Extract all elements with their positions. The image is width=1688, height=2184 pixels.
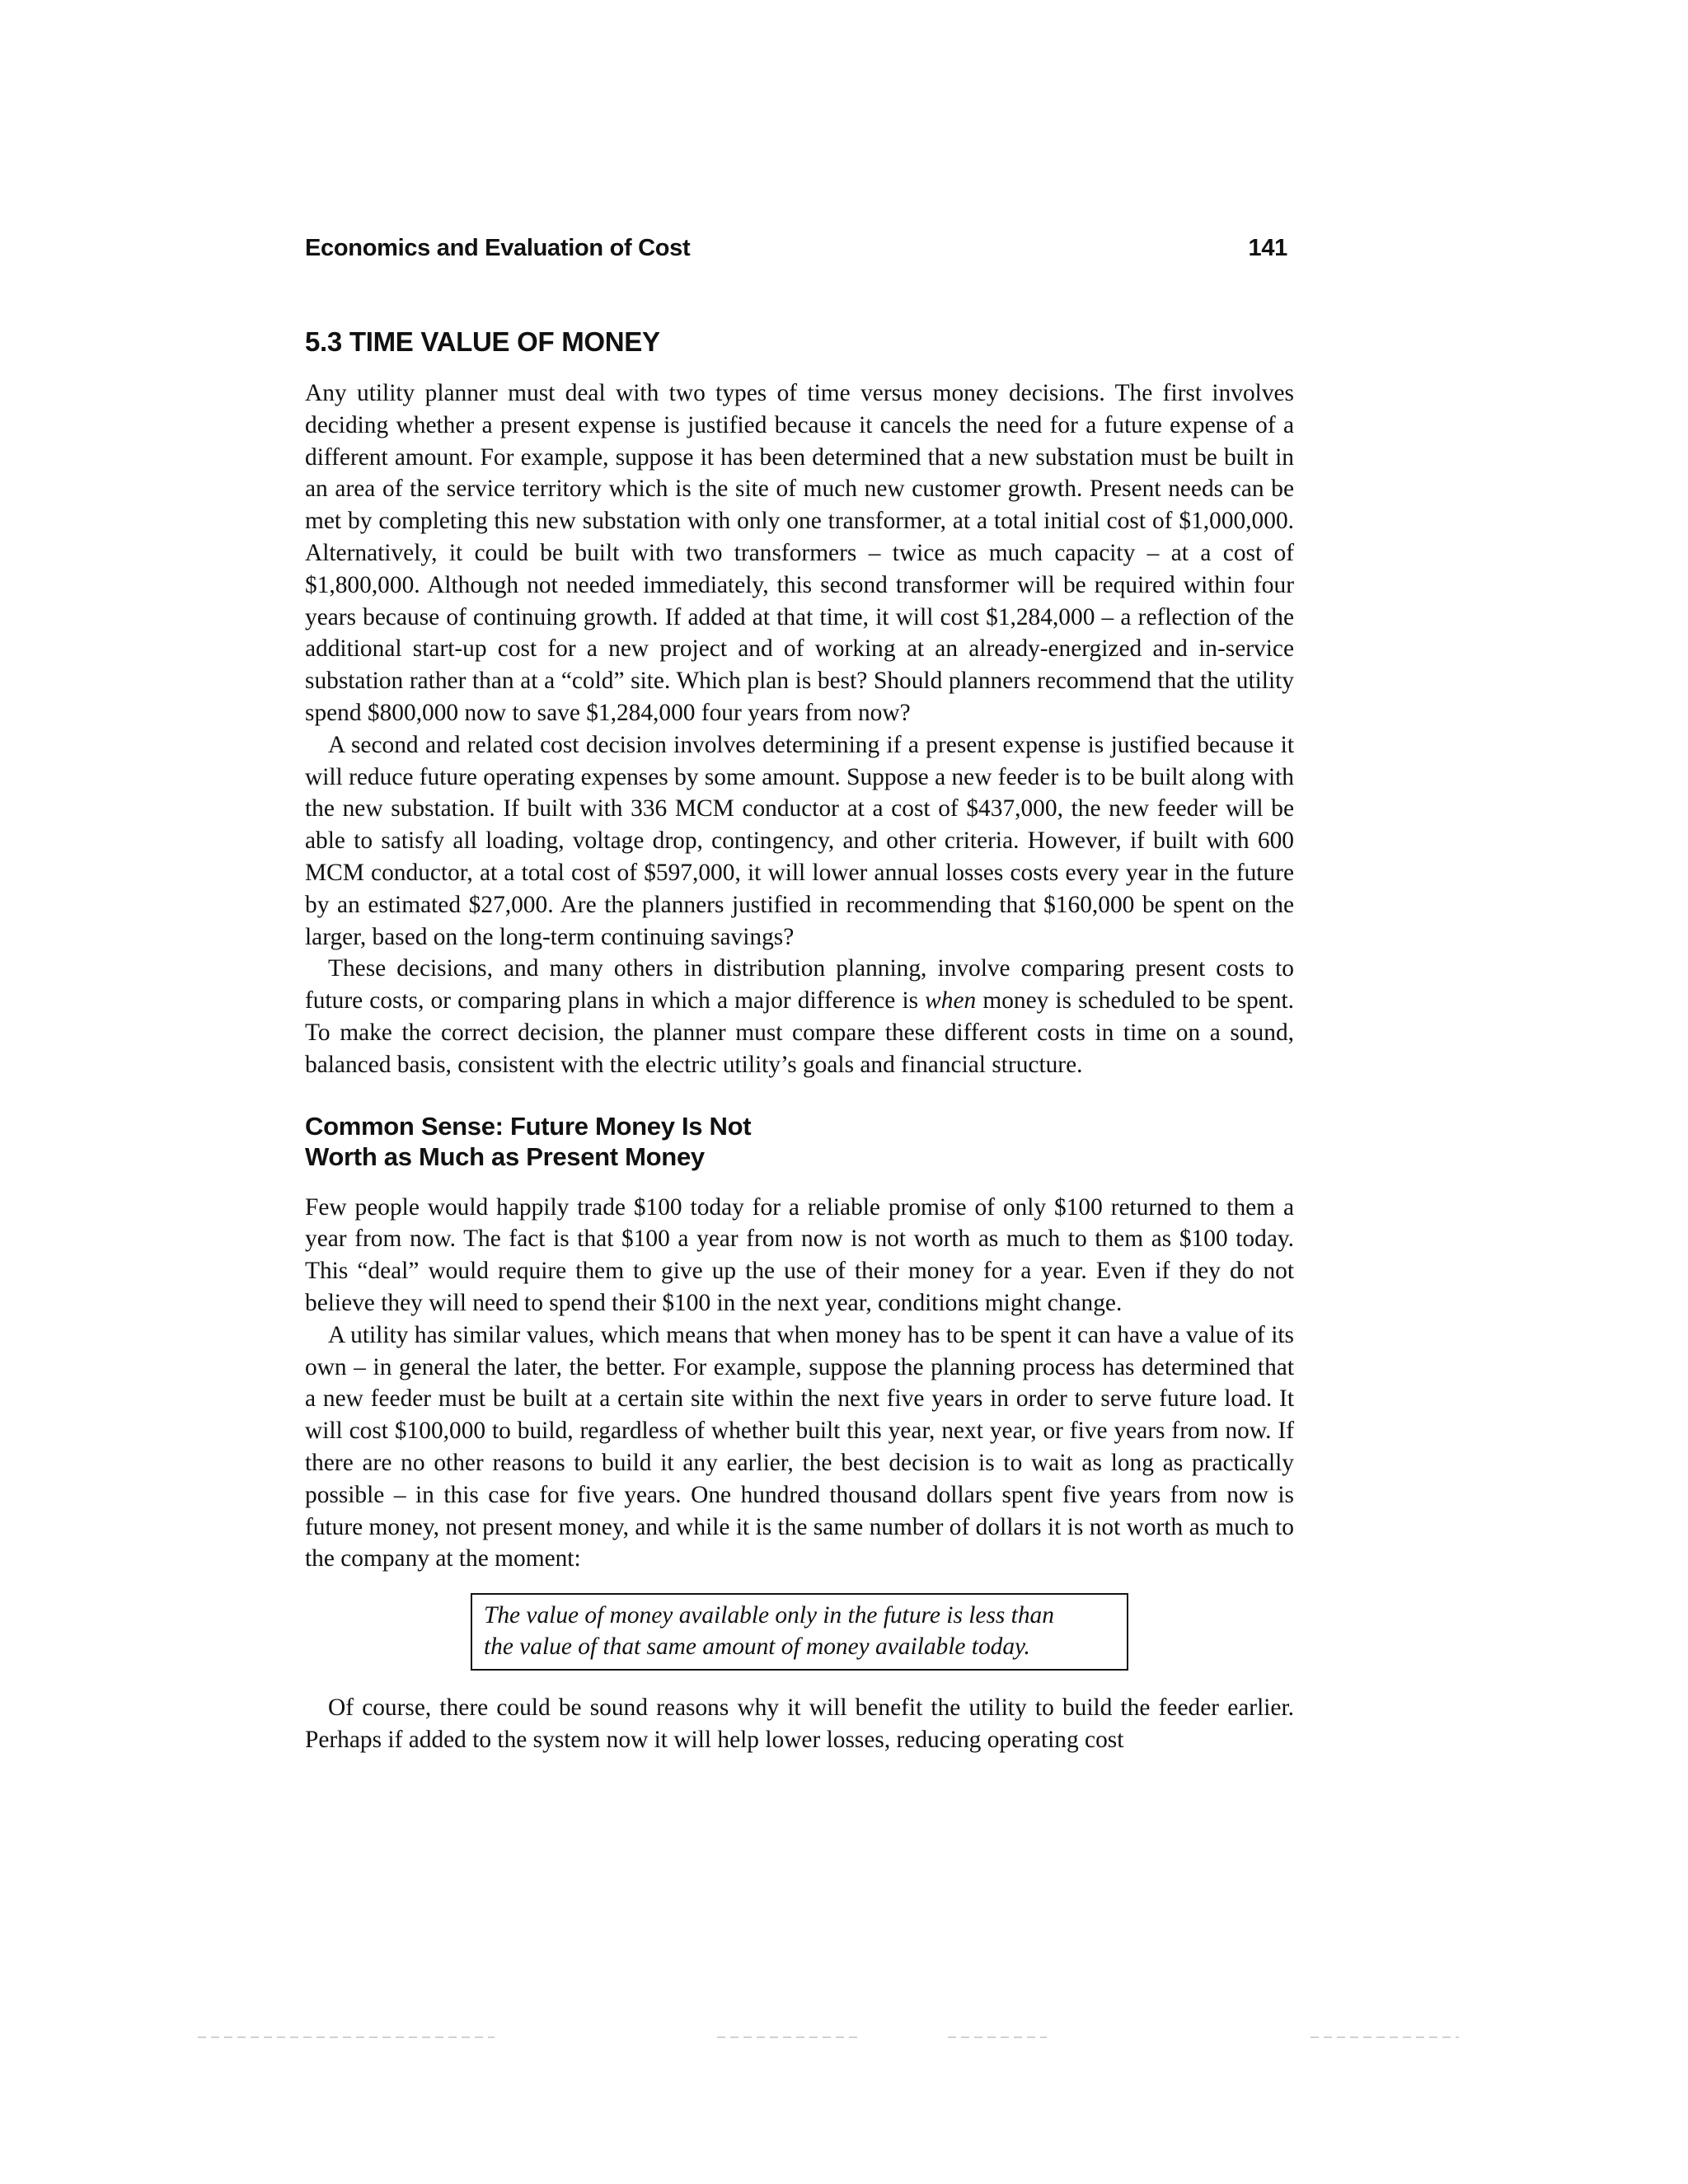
- running-header: [305, 235, 1294, 262]
- paragraph-3-part-1: These decisions, and many others in distribution planning, involve comparing present costs to future costs, or comparing plans in which a major difference is: [305, 955, 1294, 1015]
- page-number: 141: [1248, 235, 1287, 261]
- scan-artifact-line-2: [717, 2036, 857, 2038]
- body-paragraph-1: Any utility planner must deal with two types of time versus money decisions. The first involves deciding whether a present expense is justified because it cancels the need for a future expense of a different amount. For example, suppose it has been determined that a new substation must be built in an area of the service territory which is the site of much new customer growth. Present needs can be met by completing this new substation with only one transformer, at a total initial cost of $1,000,000. Alternatively, it could be built with two transformers – twice as much capacity – at a cost of $1,800,000. Although not needed immediately, this second transformer will be required within four years because of continuing growth. If added at that time, it will cost $1,284,000 – a reflection of the additional start-up cost for a new project and of working at an already-energized and in-service substation rather than at a “cold” site. Which plan is best? Should planners recommend that the utility spend $800,000 now to save $1,284,000 four years from now?: [305, 380, 1294, 726]
- body-paragraph-3: [305, 953, 1294, 1080]
- subsection-heading-line-2: Worth as Much as Present Money: [305, 1141, 705, 1171]
- body-paragraph-6: Of course, there could be sound reasons why it will benefit the utility to build the feeder earlier. Perhaps if added to the system now it will help lower losses, reducing operating cost: [305, 1694, 1294, 1753]
- callout-line-2: the value of that same amount of money available today.: [484, 1633, 1030, 1661]
- body-paragraph-5: A utility has similar values, which means that when money has to be spent it can have a value of its own – in general the later, the better. For example, suppose the planning process has determined that a new feeder must be built at a certain site within the next five years in order to serve future load. It will cost $100,000 to build, regardless of whether built this year, next year, or five years from now. If there are no other reasons to build it any earlier, the best decision is to wait as long as practically possible – in this case for five years. One hundred thousand dollars spent five years from now is future money, not present money, and while it is the same number of dollars it is not worth as much to the company at the moment:: [305, 1321, 1294, 1572]
- scan-artifact-line-4: [1311, 2036, 1459, 2038]
- section-heading: 5.3 TIME VALUE OF MONEY: [305, 326, 660, 357]
- scan-artifact-line-3: [948, 2036, 1047, 2038]
- boxed-callout: [471, 1593, 1128, 1671]
- body-paragraph-4: Few people would happily trade $100 today for a reliable promise of only $100 returned to them a year from now. The fact is that $100 a year from now is not worth as much to them as $100 today. This “deal” would require them to give up the use of their money for a year. Even if they do not believe they will need to spend their $100 in the next year, conditions might change.: [305, 1193, 1294, 1316]
- callout-line-1: The value of money available only in the future is less than: [484, 1602, 1054, 1629]
- subsection-heading: [305, 1111, 1294, 1172]
- paragraph-3-part-2: money is scheduled to be spent. To make the correct decision, the planner must compare these different costs in time on a sound, balanced basis, consistent with the electric utility’s goals and financial structure.: [305, 987, 1294, 1078]
- scan-artifact-line-1: [198, 2036, 495, 2038]
- body-paragraph-2: A second and related cost decision involves determining if a present expense is justified because it will reduce future operating expenses by some amount. Suppose a new feeder is to be built along with the new substation. If built with 336 MCM conductor at a cost of $437,000, the new feeder will be able to satisfy all loading, voltage drop, contingency, and other criteria. However, if built with 600 MCM conductor, at a total cost of $597,000, it will lower annual losses costs every year in the future by an estimated $27,000. Are the planners justified in recommending that $160,000 be spent on the larger, based on the long-term continuing savings?: [305, 731, 1294, 950]
- running-title: Economics and Evaluation of Cost: [305, 235, 691, 261]
- document-page: [305, 235, 1294, 1756]
- subsection-heading-line-1: Common Sense: Future Money Is Not: [305, 1111, 752, 1141]
- emphasis-when: when: [925, 987, 977, 1015]
